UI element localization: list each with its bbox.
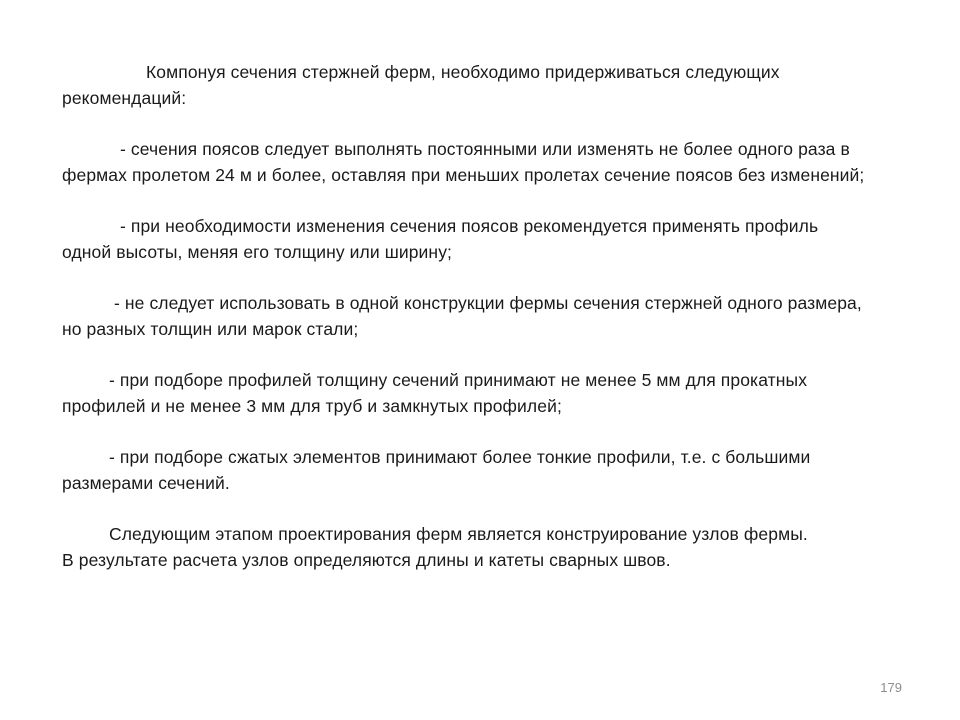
recommendation-item: [62, 136, 942, 188]
recommendation-item: [62, 290, 942, 342]
intro-line-2: рекомендаций:: [62, 88, 187, 108]
recommendation-line-1: - не следует использовать в одной конструкции фермы сечения стержней одного размера,: [114, 293, 862, 313]
recommendation-line-2: одной высоты, меняя его толщину или ширину;: [62, 242, 453, 262]
recommendation-line-2: профилей и не менее 3 мм для труб и замкнутых профилей;: [62, 396, 562, 416]
spacer: [62, 496, 942, 521]
recommendation-line-2: фермах пролетом 24 м и более, оставляя при меньших пролетах сечение поясов без изменений;: [62, 165, 865, 185]
conclusion-line-2: В результате расчета узлов определяются длины и катеты сварных швов.: [62, 550, 671, 570]
intro-line-1: Компонуя сечения стержней ферм, необходимо придерживаться следующих: [146, 62, 780, 82]
page-number: 179: [880, 680, 902, 695]
intro-paragraph: [62, 59, 942, 111]
recommendation-line-1: - при подборе сжатых элементов принимают более тонкие профили, т.е. с большими: [109, 447, 811, 467]
spacer: [62, 342, 942, 367]
recommendation-line-2: размерами сечений.: [62, 473, 230, 493]
spacer: [62, 111, 942, 136]
conclusion-line-1: Следующим этапом проектирования ферм является конструирование узлов фермы.: [109, 524, 808, 544]
recommendation-item: [62, 367, 942, 419]
spacer: [62, 265, 942, 290]
recommendation-line-1: - сечения поясов следует выполнять постоянными или изменять не более одного раза в: [120, 139, 850, 159]
recommendation-line-1: - при необходимости изменения сечения поясов рекомендуется применять профиль: [120, 216, 819, 236]
conclusion-paragraph: [62, 521, 942, 573]
recommendation-line-2: но разных толщин или марок стали;: [62, 319, 359, 339]
slide-body: [62, 59, 942, 573]
spacer: [62, 188, 942, 213]
recommendation-item: [62, 213, 942, 265]
recommendation-item: [62, 444, 942, 496]
recommendation-line-1: - при подборе профилей толщину сечений принимают не менее 5 мм для прокатных: [109, 370, 808, 390]
spacer: [62, 419, 942, 444]
